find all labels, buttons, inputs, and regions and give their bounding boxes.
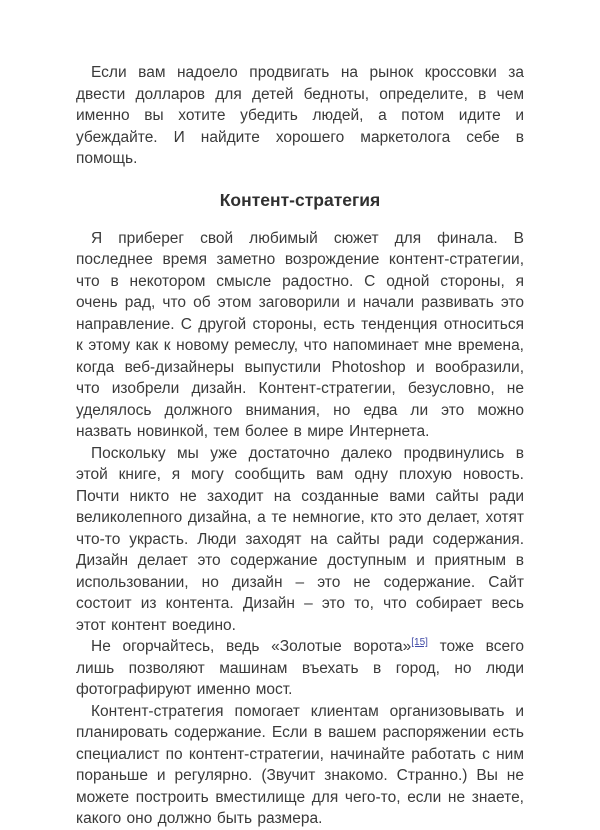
- intro-paragraph: Если вам надоело продвигать на рынок кроссовки за двести долларов для детей бедноты, определите, в чем именно вы хотите убедить людей, а потом идите и убеждайте. И найдите хорошего маркетолога себе в помощь.: [76, 64, 524, 167]
- section-heading: Контент-стратегия: [219, 189, 381, 210]
- body-paragraph: Я приберег свой любимый сюжет для финала. В последнее время заметно возрождение контент-стратегии, что в некотором смысле радостно. С одной стороны, я очень рад, что об этом заговорили и начали развивать это направление. С другой стороны, есть тенденция относиться к этому как к новому ремеслу, что напоминает мне времена, когда веб-дизайнеры выпустили Photoshop и вообразили, что изобрели дизайн. Контент-стратегии, безусловно, не уделялось должного внимания, но едва ли это можно назвать новинкой, тем более в мире Интернета.: [76, 229, 524, 440]
- body-paragraph-with-footnote: [76, 636, 524, 701]
- body-paragraph: Контент-стратегия помогает клиентам организовывать и планировать содержание. Если в вашем распоряжении есть специалист по контент-стратегии, начинайте работать с ним пораньше и регулярно. (Звучит знакомо. Странно.) Вы не можете построить вместилище для чего-то, если не знаете, какого оно должно быть размера.: [76, 702, 524, 827]
- footnote-link[interactable]: [15]: [411, 636, 428, 648]
- footnote-ref: [411, 637, 428, 648]
- body-paragraph: Поскольку мы уже достаточно далеко продвинулись в этой книге, я могу сообщить вам одну плохую новость. Почти никто не заходит на созданные вами сайты ради великолепного дизайна, а те немногие, кто это делает, хотят что-то украсть. Люди заходят на сайты ради содержания. Дизайн делает это содержание доступным и приятным в использовании, но дизайн – это не содержание. Сайт состоит из контента. Дизайн – это то, что собирает весь этот контент воедино.: [76, 444, 524, 634]
- paragraph-text: Не огорчайтесь, ведь «Золотые ворота»: [91, 638, 412, 655]
- paragraph-text: тоже всего лишь позволяют машинам въехать в город, но люди фотографируют именно мост.: [76, 638, 525, 698]
